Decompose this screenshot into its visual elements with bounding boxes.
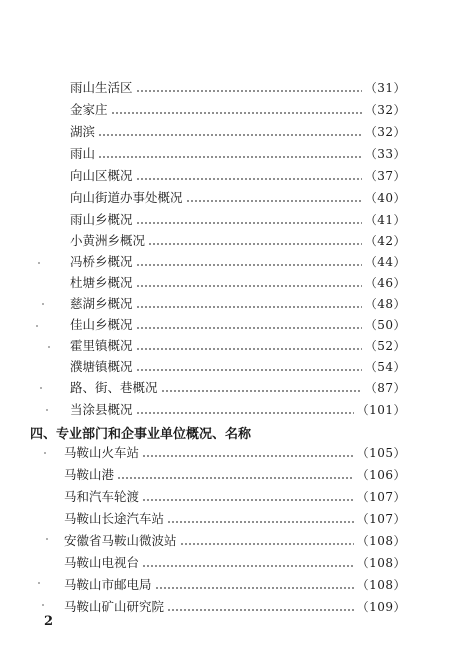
toc-entry-title: 小黄洲乡概况	[70, 233, 146, 248]
toc-entry-title: 冯桥乡概况	[70, 254, 133, 269]
toc-entry	[70, 401, 406, 419]
toc-entry	[70, 145, 406, 163]
page-number: 2	[44, 614, 54, 629]
dot-leader	[98, 156, 362, 158]
dot-leader	[136, 178, 362, 180]
dot-leader	[136, 285, 362, 287]
toc-entry-title: 安徽省马鞍山微波站	[64, 533, 177, 548]
toc-entry-title: 路、街、巷概况	[70, 380, 158, 395]
dot-leader	[111, 112, 362, 114]
dot-leader	[142, 455, 354, 457]
toc-entry-page: （48）	[364, 297, 406, 311]
dot-leader	[148, 243, 362, 245]
dot-leader	[136, 264, 362, 266]
toc-entry-page: （107）	[356, 490, 406, 504]
toc-entry	[70, 379, 406, 397]
toc-entry-page: （32）	[364, 125, 406, 139]
toc-entry-title: 马鞍山港	[64, 467, 115, 482]
toc-entry-title: 马鞍山火车站	[64, 445, 140, 460]
toc-entry-title: 金家庄	[70, 102, 108, 117]
toc-entry-page: （40）	[364, 191, 406, 205]
toc-entry	[70, 211, 406, 229]
scan-speck	[42, 303, 44, 305]
toc-entry	[70, 189, 406, 207]
toc-entry-title: 向山区概况	[70, 168, 133, 183]
toc-entry-page: （109）	[356, 600, 406, 614]
toc-entry-title: 马鞍山长途汽车站	[64, 511, 165, 526]
toc-entry-page: （32）	[364, 103, 406, 117]
toc-entry-page: （108）	[356, 578, 406, 592]
toc-entry-title: 马鞍山电视台	[64, 555, 140, 570]
dot-leader	[167, 609, 354, 611]
dot-leader	[155, 587, 354, 589]
scan-speck	[46, 409, 48, 411]
toc-entry-page: （54）	[364, 360, 406, 374]
toc-entry	[70, 316, 406, 334]
dot-leader	[180, 543, 354, 545]
scan-speck	[38, 262, 40, 264]
toc-entry-title: 雨山乡概况	[70, 212, 133, 227]
dot-leader	[142, 565, 354, 567]
toc-entry-title: 霍里镇概况	[70, 338, 133, 353]
dot-leader	[186, 200, 362, 202]
toc-entry	[70, 79, 406, 97]
toc-entry	[70, 101, 406, 119]
toc-entry-page: （107）	[356, 512, 406, 526]
dot-leader	[98, 134, 362, 136]
toc-entry	[70, 274, 406, 292]
toc-entry	[64, 510, 406, 528]
dot-leader	[136, 222, 362, 224]
toc-entry	[64, 532, 406, 550]
scan-speck	[44, 452, 46, 454]
toc-entry	[64, 576, 406, 594]
toc-entry-page: （108）	[356, 556, 406, 570]
toc-entry-page: （41）	[364, 213, 406, 227]
dot-leader	[161, 390, 362, 392]
toc-entry-title: 向山街道办事处概况	[70, 190, 183, 205]
toc-entry	[70, 253, 406, 271]
toc-entry-page: （31）	[364, 81, 406, 95]
toc-entry-title: 马和汽车轮渡	[64, 489, 140, 504]
toc-entry	[64, 488, 406, 506]
toc-entry-page: （46）	[364, 276, 406, 290]
toc-entry-page: （50）	[364, 318, 406, 332]
toc-entry-page: （87）	[364, 381, 406, 395]
toc-entry-title: 雨山	[70, 146, 96, 161]
toc-entry	[70, 123, 406, 141]
scan-speck	[42, 604, 44, 606]
toc-entry-title: 佳山乡概况	[70, 317, 133, 332]
toc-entry-title: 马鞍山矿山研究院	[64, 599, 165, 614]
scan-speck	[40, 387, 42, 389]
toc-entry-page: （106）	[356, 468, 406, 482]
toc-entry	[70, 358, 406, 376]
dot-leader	[136, 412, 354, 414]
toc-entry-title: 杜塘乡概况	[70, 275, 133, 290]
toc-entry-page: （33）	[364, 147, 406, 161]
toc-entry-title: 当涂县概况	[70, 402, 133, 417]
toc-entry-title: 濮塘镇概况	[70, 359, 133, 374]
scan-speck	[36, 325, 38, 327]
scan-speck	[38, 582, 40, 584]
scan-speck	[46, 538, 48, 540]
toc-entry-title: 湖滨	[70, 124, 96, 139]
toc-entry	[70, 167, 406, 185]
dot-leader	[136, 327, 362, 329]
toc-entry	[70, 337, 406, 355]
section-heading: 四、专业部门和企事业单位概况、名称	[30, 427, 252, 442]
dot-leader	[136, 369, 362, 371]
toc-entry	[70, 295, 406, 313]
toc-entry	[70, 232, 406, 250]
toc-entry-page: （101）	[356, 403, 406, 417]
toc-entry-page: （42）	[364, 234, 406, 248]
toc-entry	[64, 466, 406, 484]
dot-leader	[136, 306, 362, 308]
scan-speck	[48, 346, 50, 348]
toc-entry-page: （52）	[364, 339, 406, 353]
toc-entry-title: 慈湖乡概况	[70, 296, 133, 311]
dot-leader	[117, 477, 354, 479]
toc-entry	[64, 444, 406, 462]
toc-entry-title: 雨山生活区	[70, 80, 133, 95]
dot-leader	[136, 90, 362, 92]
dot-leader	[136, 348, 362, 350]
dot-leader	[142, 499, 354, 501]
toc-entry-page: （44）	[364, 255, 406, 269]
toc-entry-page: （105）	[356, 446, 406, 460]
toc-entry-page: （108）	[356, 534, 406, 548]
toc-entry-page: （37）	[364, 169, 406, 183]
toc-entry	[64, 554, 406, 572]
dot-leader	[167, 521, 354, 523]
toc-entry-title: 马鞍山市邮电局	[64, 577, 152, 592]
toc-entry	[64, 598, 406, 616]
